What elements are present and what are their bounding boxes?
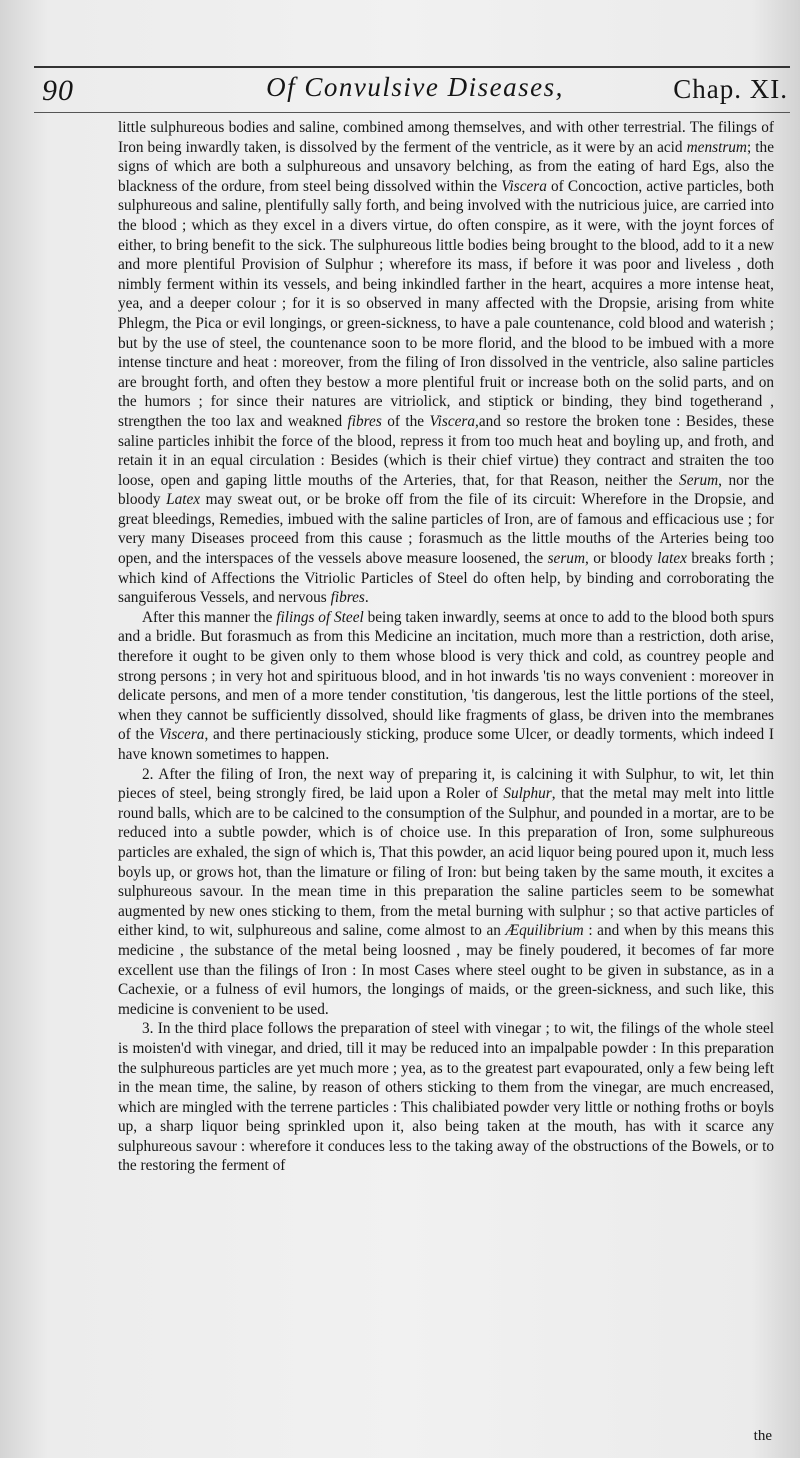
italic-text: Æquilibrium xyxy=(505,922,584,940)
text-run: may sweat out, or be broke off from the file of its circuit: Wherefore in the Dropsie, and great bleedings, Remedies, imbued with the saline particles of Iron, are of famous and efficacious use ; for very many Diseases proceed from this cause ; forasmuch as the little mouths of the Arteries being too open, and the interspaces of the vessels above measure loosened, the xyxy=(118,491,774,568)
text-run: little sulphureous bodies and saline, combined among themselves, and with other terrestrial. The filings of Iron being inwardly taken, is dissolved by the ferment of the ventricle, as it were by an acid xyxy=(118,119,774,156)
paragraph xyxy=(118,1019,774,1176)
paragraph xyxy=(118,118,774,608)
text-run: of Concoction, active particles, both sulphureous and saline, plentifully sally forth, and being involved with the nutricious juice, are carried into the blood ; which as they excel in a divers virtue, do often conspire, as it were, with the joynt forces of either, to bring benefit to the sick. The sulphureous little bodies being brought to the blood, add to it a new and more plentiful Provision of Sulphur ; wherefore its mass, if before it was poor and liveless , doth nimbly ferment within its vessels, and being inkindled farther in the heart, acquires a more intense heat, yea, and a deeper colour ; for it is so observed in many affected with the Dropsie, arising from white Phlegm, the Pica or evil longings, or green-sickness, to have a pale countenance, cold blood and waterish ; but by the use of steel, the countenance soon to be more florid, and the blood to be imbued with a more intense tincture and heat : moreover, from the filing of Iron dissolved in the ventricle, also saline particles are brought forth, and often they bestow a more plentiful fruit or increase both on the solid parts, and on the humors ; for since their natures are vitriolick, and stiptick or binding, they bind togetherand , strengthen the too lax and weakned xyxy=(118,177,774,430)
paragraph xyxy=(118,608,774,765)
italic-text: fibres xyxy=(330,589,365,607)
paragraph xyxy=(118,765,774,1020)
italic-text: serum xyxy=(547,550,585,568)
text-run: of the xyxy=(381,412,430,430)
header-underline xyxy=(34,112,790,113)
italic-text: latex xyxy=(657,550,687,568)
header-rule xyxy=(34,66,790,68)
italic-text: Viscera xyxy=(501,177,547,195)
text-run: being taken inwardly, seems at once to add to the blood both spurs and a bridle. But forasmuch as from this Medicine an incitation, much more than a restriction, doth arise, therefore it ought to be given only to them whose blood is very thick and cold, as countrey people and strong persons ; in very hot and spirituous blood, and in hot inwards 'tis no ways convenient : moreover in delicate persons, and men of a more tender constitution, 'tis dangerous, lest the little portions of the steel, when they cannot be sufficiently dissolved, should like fragments of glass, be driven into the membranes of the xyxy=(118,608,775,744)
text-run: , or bloody xyxy=(585,550,658,568)
running-header xyxy=(42,70,788,110)
catchword: the xyxy=(753,1428,772,1444)
text-run: After this manner the xyxy=(142,608,277,626)
italic-text: filings of Steel xyxy=(276,608,364,626)
italic-text: menstrum xyxy=(686,138,747,156)
italic-text: fibres xyxy=(347,412,382,430)
text-run: breaks forth ; which kind of Affections the Vitriolic Particles of Steel do often help, by binding and corroborating the sanguiferous Vessels, and nervous xyxy=(118,550,774,607)
running-title: Of Convulsive Diseases, xyxy=(266,72,564,102)
text-run: . xyxy=(364,589,369,607)
italic-text: Viscera xyxy=(158,726,205,744)
text-run: ,and so restore the broken tone : Besides, these saline particles inhibit the force of the blood, repress it from too much heat and boyling up, and froth, and retain it in an equal circulation : Besides (which is their chief virtue) they contract and straiten the too loose, open and gaping little mouths of the Arteries, that, for that Reason, neither the xyxy=(118,412,774,489)
text-run: , and there pertinaciously sticking, produce some Ulcer, or deadly torments, which indeed I have known sometimes to happen. xyxy=(118,726,774,763)
italic-text: Viscera xyxy=(429,412,476,430)
italic-text: Latex xyxy=(166,491,201,509)
italic-text: Sulphur xyxy=(503,785,552,803)
text-run: 3. In the third place follows the preparation of steel with vinegar ; to wit, the filings of the whole steel is moisten'd with vinegar, and dried, till it may be reduced into an impalpable powder : In this preparation the sulphureous particles are yet much more ; yea, as to the greatest part evapourated, only a few being left in the mean time, the saline, by reason of others sticking to them from the vinegar, are much encreased, which are mingled with the terrene particles : This chalibiated powder very little or nothing froths or boyls up, a sharp liquor being sprinkled upon it, also being taken at the mouth, has with it scarce any sulphureous savour : wherefore it conduces less to the taking away of the obstructions of the Bowels, or to the restoring the ferment of xyxy=(118,1020,774,1175)
chapter-label: Chap. XI. xyxy=(673,74,788,104)
page-number: 90 xyxy=(42,74,74,107)
text-run: , that the metal may melt into little round balls, which are to be calcined to the consumption of the Sulphur, and pounded in a mortar, are to be reduced into a subtle powder, which is of choice use. In this preparation of Iron, some sulphureous particles are exhaled, the sign of which is, That this powder, an acid liquor being poured upon it, much less boyls up, or grows hot, than the limature or filing of Iron: but being taken by the same mouth, it excites a sulphureous savour. In the mean time in this preparation the saline particles seem to be somewhat augmented by new ones sticking to them, from the metal burning with sulphur ; so that active particles of either kind, to wit, sulphureous and saline, come almost to an xyxy=(118,785,774,940)
body-text xyxy=(118,118,774,1176)
text-run: 2. After the filing of Iron, the next way of preparing it, is calcining it with Sulphur, to wit, let thin pieces of steel, being strongly fired, be laid upon a Roler of xyxy=(118,765,774,803)
text-run: ; the signs of which are both a sulphureous and unsavory belching, as from the eating of hard Egs, also the blackness of the ordure, from steel being dissolved within the xyxy=(118,138,774,195)
italic-text: Serum xyxy=(679,471,719,489)
text-run: , nor the bloody xyxy=(118,471,774,509)
text-run: : and when by this means this medicine , the substance of the metal being loosned , may be finely poudered, it becomes of far more excellent use than the filings of Iron : In most Cases where steel ought to be given in substance, as in a Cachexie, or a fulness of evil humors, the longings of maids, or the green-sickness, and such like, this medicine is convenient to be used. xyxy=(118,922,774,1018)
